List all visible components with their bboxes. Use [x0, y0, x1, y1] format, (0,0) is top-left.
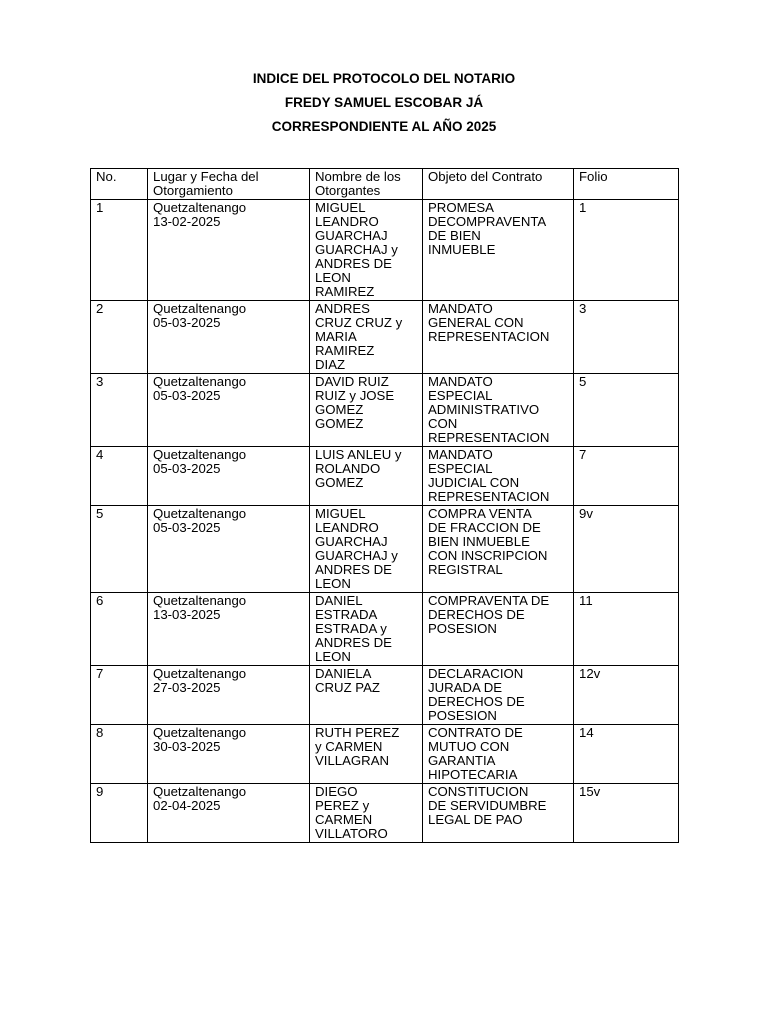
title-line-2: FREDY SAMUEL ESCOBAR JÁ: [284, 95, 484, 110]
cell-otorgantes: DIEGO PEREZ y CARMEN VILLATORO: [310, 784, 423, 843]
table-row: [91, 666, 679, 725]
table-row: [91, 301, 679, 374]
protocol-index-table: [90, 168, 679, 843]
cell-objeto: MANDATO ESPECIAL ADMINISTRATIVO CON REPRESENTACION: [423, 374, 574, 447]
cell-otorgantes: DANIEL ESTRADA ESTRADA y ANDRES DE LEON: [310, 593, 423, 666]
cell-objeto: MANDATO GENERAL CON REPRESENTACION: [423, 301, 574, 374]
cell-lugar-fecha: Quetzaltenango 05-03-2025: [148, 374, 310, 447]
cell-objeto: COMPRAVENTA DE DERECHOS DE POSESION: [423, 593, 574, 666]
cell-no: 6: [91, 593, 148, 666]
cell-lugar-fecha: Quetzaltenango 27-03-2025: [148, 666, 310, 725]
cell-no: 5: [91, 506, 148, 593]
cell-folio: 15v: [574, 784, 679, 843]
cell-folio: 7: [574, 447, 679, 506]
cell-lugar-fecha: Quetzaltenango 02-04-2025: [148, 784, 310, 843]
table-header-row: [91, 169, 679, 200]
cell-otorgantes: MIGUEL LEANDRO GUARCHAJ GUARCHAJ y ANDRES DE LEON: [310, 506, 423, 593]
cell-lugar-fecha: Quetzaltenango 30-03-2025: [148, 725, 310, 784]
cell-otorgantes: RUTH PEREZ y CARMEN VILLAGRAN: [310, 725, 423, 784]
cell-folio: 11: [574, 593, 679, 666]
column-header-lugar-fecha: Lugar y Fecha del Otorgamiento: [148, 169, 310, 200]
cell-folio: 14: [574, 725, 679, 784]
cell-folio: 12v: [574, 666, 679, 725]
cell-no: 2: [91, 301, 148, 374]
cell-otorgantes: ANDRES CRUZ CRUZ y MARIA RAMIREZ DIAZ: [310, 301, 423, 374]
cell-no: 8: [91, 725, 148, 784]
cell-objeto: COMPRA VENTA DE FRACCION DE BIEN INMUEBLE CON INSCRIPCION REGISTRAL: [423, 506, 574, 593]
cell-folio: 5: [574, 374, 679, 447]
column-header-no: No.: [91, 169, 148, 200]
cell-otorgantes: DANIELA CRUZ PAZ: [310, 666, 423, 725]
column-header-objeto: Objeto del Contrato: [423, 169, 574, 200]
cell-folio: 1: [574, 200, 679, 301]
cell-objeto: DECLARACION JURADA DE DERECHOS DE POSESION: [423, 666, 574, 725]
cell-lugar-fecha: Quetzaltenango 05-03-2025: [148, 447, 310, 506]
cell-no: 9: [91, 784, 148, 843]
table-row: [91, 374, 679, 447]
title-line-3: CORRESPONDIENTE AL AÑO 2025: [271, 119, 497, 134]
cell-lugar-fecha: Quetzaltenango 05-03-2025: [148, 506, 310, 593]
cell-folio: 9v: [574, 506, 679, 593]
cell-objeto: PROMESA DECOMPRAVENTA DE BIEN INMUEBLE: [423, 200, 574, 301]
table-row: [91, 593, 679, 666]
cell-no: 3: [91, 374, 148, 447]
title-line-1: INDICE DEL PROTOCOLO DEL NOTARIO: [252, 71, 516, 86]
column-header-otorgantes: Nombre de los Otorgantes: [310, 169, 423, 200]
cell-lugar-fecha: Quetzaltenango 13-03-2025: [148, 593, 310, 666]
cell-objeto: CONTRATO DE MUTUO CON GARANTIA HIPOTECARIA: [423, 725, 574, 784]
cell-folio: 3: [574, 301, 679, 374]
cell-objeto: CONSTITUCION DE SERVIDUMBRE LEGAL DE PAO: [423, 784, 574, 843]
cell-otorgantes: LUIS ANLEU y ROLANDO GOMEZ: [310, 447, 423, 506]
cell-lugar-fecha: Quetzaltenango 13-02-2025: [148, 200, 310, 301]
cell-no: 7: [91, 666, 148, 725]
cell-objeto: MANDATO ESPECIAL JUDICIAL CON REPRESENTACION: [423, 447, 574, 506]
document-header: [0, 71, 768, 143]
cell-lugar-fecha: Quetzaltenango 05-03-2025: [148, 301, 310, 374]
cell-otorgantes: DAVID RUIZ RUIZ y JOSE GOMEZ GOMEZ: [310, 374, 423, 447]
table-row: [91, 447, 679, 506]
cell-otorgantes: MIGUEL LEANDRO GUARCHAJ GUARCHAJ y ANDRES DE LEON RAMIREZ: [310, 200, 423, 301]
table-row: [91, 784, 679, 843]
table-row: [91, 506, 679, 593]
table-row: [91, 725, 679, 784]
table-row: [91, 200, 679, 301]
cell-no: 4: [91, 447, 148, 506]
column-header-folio: Folio: [574, 169, 679, 200]
cell-no: 1: [91, 200, 148, 301]
